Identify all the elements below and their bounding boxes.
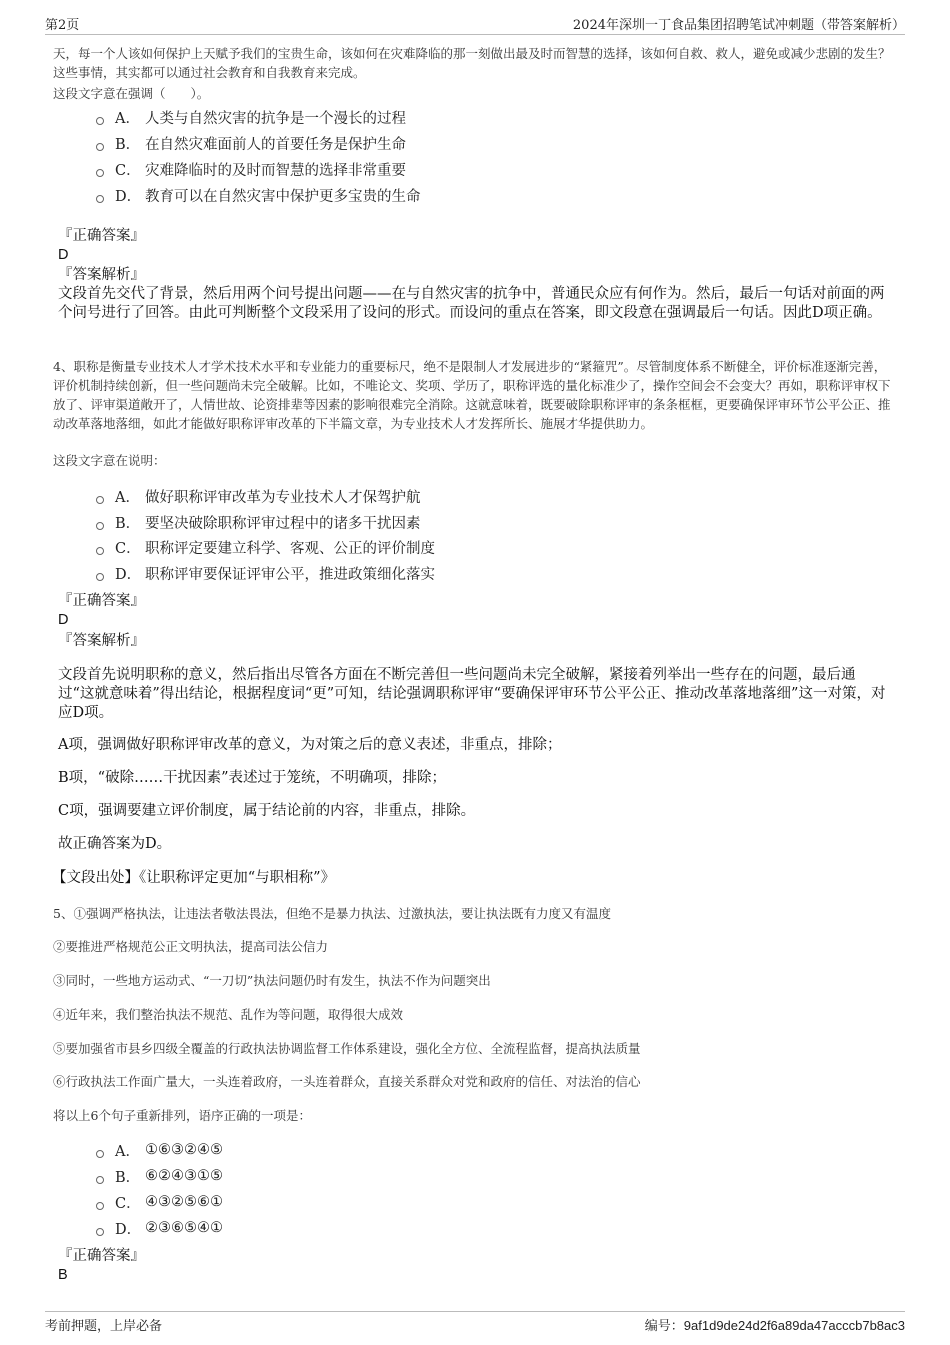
option-letter: C．: [115, 540, 141, 557]
q5-prompt: 将以上6个句子重新排列，语序正确的一项是：: [53, 1108, 311, 1123]
q3-option-a[interactable]: [96, 105, 406, 129]
option-text: 人类与自然灾害的抗争是一个漫长的过程: [145, 110, 406, 127]
q4-analysis-label: 『答案解析』: [58, 633, 145, 649]
q4-b-note: B项，“破除……干扰因素”表述过于笼统，不明确项，排除；: [58, 770, 446, 786]
q4-analysis: 文段首先说明职称的意义，然后指出尽管各方面在不断完善但一些问题尚未完全破解，紧接着列举出一些存在的问题，最后通过“这就意味着”得出结论，根据程度词“更”可知，结论强调职称评审“要确保评审环节公平公正、推动改革落地落细”这一对策，对应D项。: [58, 667, 886, 721]
option-letter: C．: [115, 162, 141, 179]
q4-answer: D: [58, 612, 69, 628]
radio-icon[interactable]: [96, 143, 104, 151]
option-text: ④③②⑤⑥①: [145, 1194, 223, 1210]
radio-icon[interactable]: [96, 522, 104, 530]
radio-icon[interactable]: [96, 1202, 104, 1210]
option-letter: D．: [115, 1221, 142, 1238]
q4-source: 【文段出处】《让职称评定更加“与职相称”》: [52, 870, 336, 886]
option-letter: D．: [115, 566, 142, 583]
radio-icon[interactable]: [96, 1176, 104, 1184]
q3-answer: D: [58, 247, 69, 263]
radio-icon[interactable]: [96, 573, 104, 581]
option-text: ②③⑥⑤④①: [145, 1220, 223, 1236]
page-footer: [45, 1311, 905, 1336]
q4-answer-label: 『正确答案』: [58, 593, 145, 609]
radio-icon[interactable]: [96, 195, 104, 203]
q5-sentence-6: ⑥行政执法工作面广量大，一头连着政府，一头连着群众，直接关系群众对党和政府的信任、对法治的信心: [53, 1074, 641, 1089]
q3-answer-label: 『正确答案』: [58, 228, 145, 244]
radio-icon[interactable]: [96, 169, 104, 177]
q3-analysis-label: 『答案解析』: [58, 267, 145, 283]
option-text: 灾难降临时的及时而智慧的选择非常重要: [145, 162, 406, 179]
q4-option-d[interactable]: [96, 561, 435, 585]
q4-prompt: 这段文字意在说明：: [53, 453, 166, 468]
option-text: 职称评定要建立科学、客观、公正的评价制度: [145, 540, 435, 557]
q5-option-c[interactable]: [96, 1190, 223, 1214]
document-id: [645, 1315, 905, 1334]
q5-answer: B: [58, 1267, 68, 1283]
option-text: ①⑥③②④⑤: [145, 1142, 223, 1158]
option-letter: D．: [115, 188, 142, 205]
option-letter: B．: [115, 136, 141, 153]
q4-c-note: C项，强调要建立评价制度，属于结论前的内容，非重点，排除。: [58, 803, 476, 819]
option-text: 要坚决破除职称评审过程中的诸多干扰因素: [145, 515, 421, 532]
q3-option-c[interactable]: [96, 157, 406, 181]
q5-sentence-3: ③同时，一些地方运动式、“一刀切”执法问题仍时有发生，执法不作为问题突出: [53, 973, 491, 988]
q3-passage: 天，每一个人该如何保护上天赋予我们的宝贵生命，该如何在灾难降临的那一刻做出最及时而智慧的选择，该如何自救、救人，避免或减少悲剧的发生？这些事情，其实都可以通过社会教育和自我教育来完成。: [53, 46, 891, 80]
option-text: 职称评审要保证评审公平，推进政策细化落实: [145, 566, 435, 583]
q5-sentence-5: ⑤要加强省市县乡四级全覆盖的行政执法协调监督工作体系建设，强化全方位、全流程监督，提高执法质量: [53, 1041, 641, 1056]
q4-passage: 4、职称是衡量专业技术人才学术技术水平和专业能力的重要标尺，绝不是限制人才发展进步的“紧箍咒”。尽管制度体系不断健全，评价标准逐渐完善，评价机制持续创新，但一些问题尚未完全破解。比如，不唯论文、奖项、学历了，职称评选的量化标准少了，操作空间会不会变大？再如，职称评审权下放了、评审渠道敞开了，人情世故、论资排辈等因素的影响很难完全消除。这就意味着，既要破除职称评审的条条框框，更要确保评审环节公平公正、推动改革落地落细，如此才能做好职称评审改革的下半篇文章，为专业技术人才发挥所长、施展才华提供助力。: [53, 359, 891, 431]
option-letter: A．: [115, 489, 140, 506]
radio-icon[interactable]: [96, 1228, 104, 1236]
radio-icon[interactable]: [96, 547, 104, 555]
q5-option-d[interactable]: [96, 1216, 223, 1240]
q4-option-b[interactable]: [96, 510, 421, 534]
q5-option-b[interactable]: [96, 1164, 223, 1188]
q3-prompt: 这段文字意在强调（ ）。: [53, 86, 210, 101]
q5-option-a[interactable]: [96, 1138, 223, 1162]
q5-sentence-1: 5、①强调严格执法，让违法者敬法畏法，但绝不是暴力执法、过激执法，要让执法既有力度又有温度: [53, 906, 611, 921]
footer-slogan: 考前押题，上岸必备: [45, 1319, 163, 1334]
page-header: [45, 10, 905, 35]
option-text: 在自然灾难面前人的首要任务是保护生命: [145, 136, 406, 153]
q3-option-d[interactable]: [96, 183, 421, 207]
q3-analysis: 文段首先交代了背景，然后用两个问号提出问题——在与自然灾害的抗争中，普通民众应有何作为。然后，最后一句话对前面的两个问号进行了回答。由此可判断整个文段采用了设问的形式。而设问的重点在答案，即文段意在强调最后一句话。因此D项正确。: [58, 286, 885, 321]
option-text: 教育可以在自然灾害中保护更多宝贵的生命: [145, 188, 421, 205]
q3-option-b[interactable]: [96, 131, 406, 155]
q4-conclusion: 故正确答案为D。: [58, 836, 172, 852]
option-text: 做好职称评审改革为专业技术人才保驾护航: [145, 489, 421, 506]
q5-answer-label: 『正确答案』: [58, 1248, 145, 1264]
option-letter: A．: [115, 1143, 140, 1160]
q5-sentence-2: ②要推进严格规范公正文明执法，提高司法公信力: [53, 939, 329, 954]
option-letter: C．: [115, 1195, 141, 1212]
radio-icon[interactable]: [96, 496, 104, 504]
q4-a-note: A项，强调做好职称评审改革的意义，为对策之后的意义表述，非重点，排除；: [58, 737, 562, 753]
radio-icon[interactable]: [96, 1150, 104, 1158]
option-text: ⑥②④③①⑤: [145, 1168, 223, 1184]
page-number: 第2页: [45, 18, 80, 33]
q4-option-c[interactable]: [96, 535, 435, 559]
document-id-value: 9af1d9de24d2f6a89da47acccb7b8ac3: [683, 1318, 905, 1333]
q5-sentence-4: ④近年来，我们整治执法不规范、乱作为等问题，取得很大成效: [53, 1007, 404, 1022]
option-letter: B．: [115, 515, 141, 532]
q4-option-a[interactable]: [96, 484, 421, 508]
document-title: 2024年深圳一丁食品集团招聘笔试冲刺题（带答案解析）: [572, 18, 905, 33]
option-letter: A．: [115, 110, 140, 127]
radio-icon[interactable]: [96, 117, 104, 125]
option-letter: B．: [115, 1169, 141, 1186]
document-id-label: 编号：: [644, 1319, 684, 1334]
